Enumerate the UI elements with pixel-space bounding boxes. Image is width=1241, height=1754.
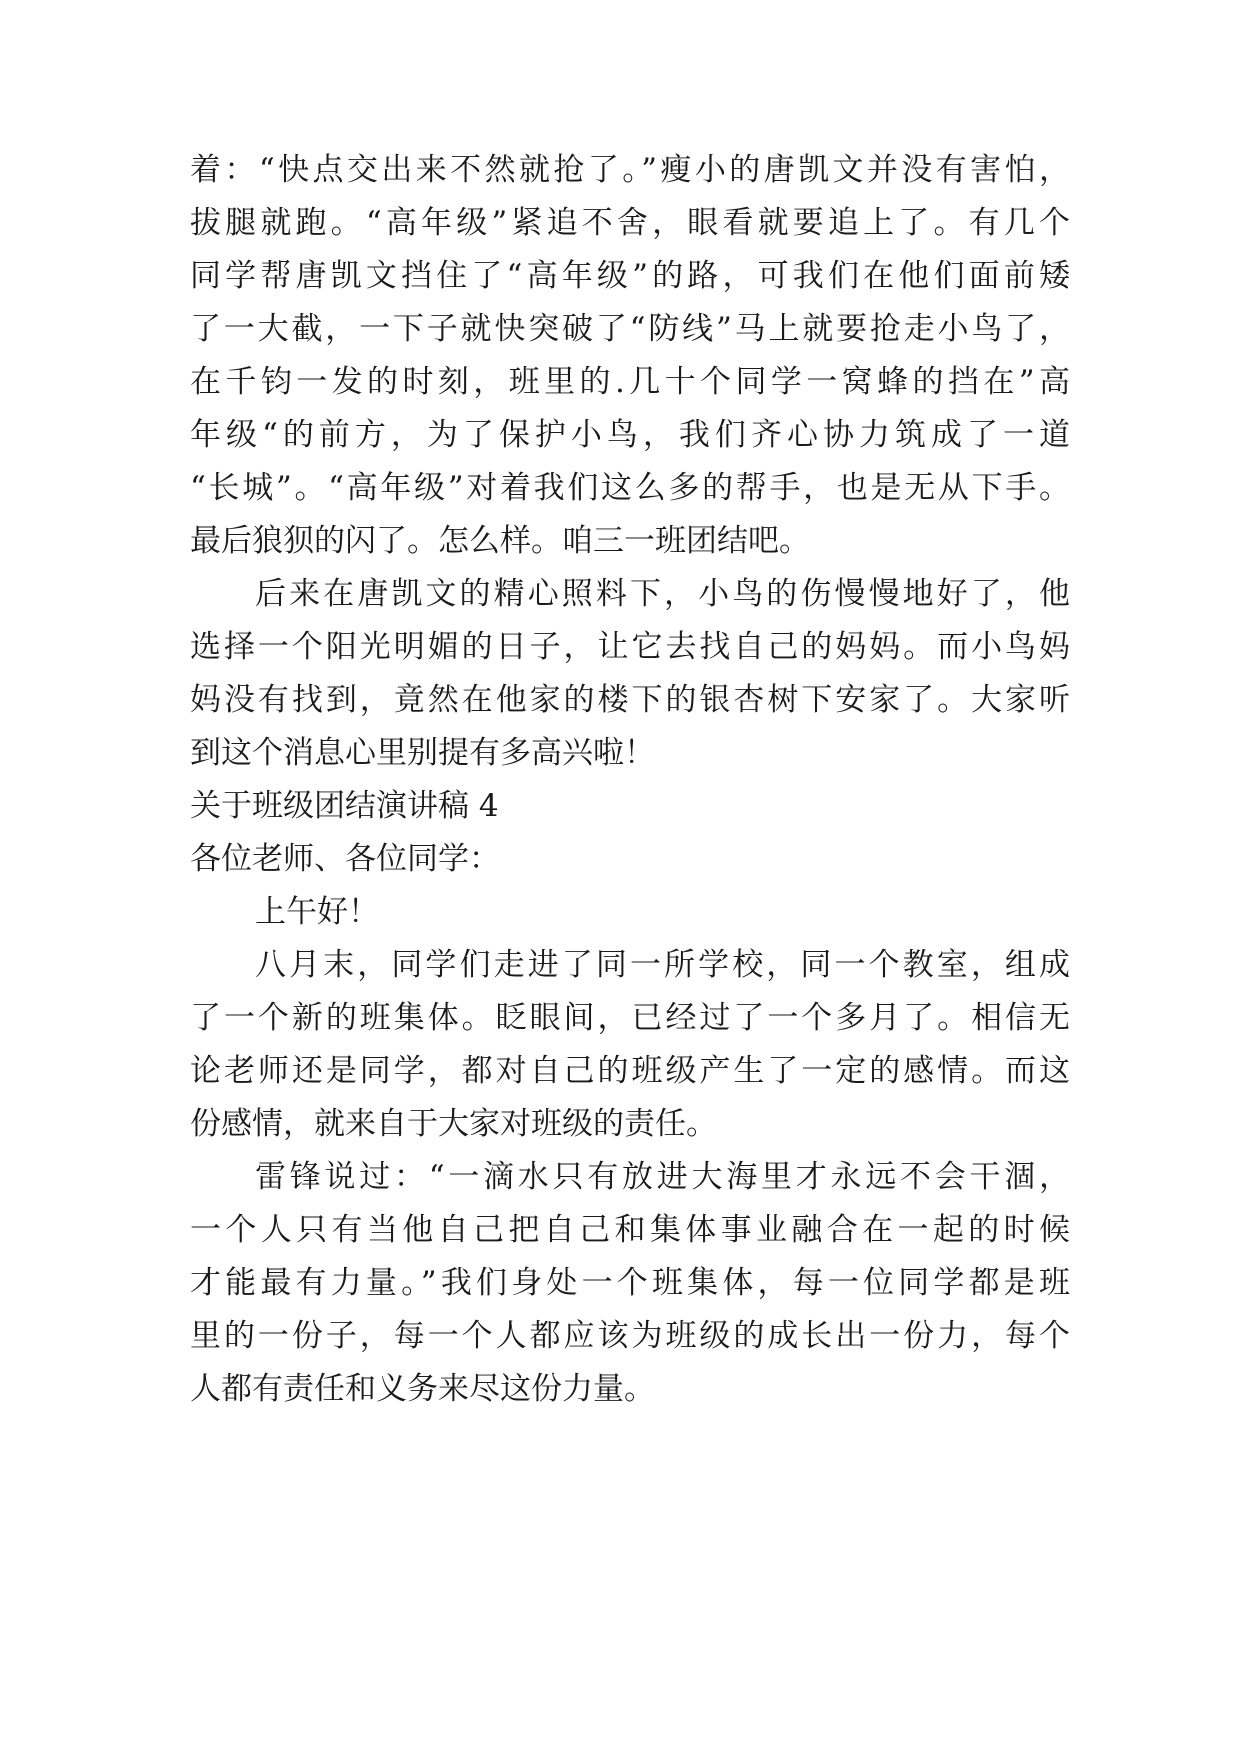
greeting: 上午好！ bbox=[255, 894, 379, 930]
paragraph-4-line-5: 人都有责任和义务来尽这份力量。 bbox=[190, 1371, 655, 1407]
paragraph-1-line-6: 年级“的前方，为了保护小鸟，我们齐心协力筑成了一道 bbox=[190, 417, 1070, 453]
paragraph-2-line-3: 妈没有找到，竟然在他家的楼下的银杏树下安家了。大家听 bbox=[190, 682, 1070, 718]
paragraph-3-line-2: 了一个新的班集体。眨眼间，已经过了一个多月了。相信无 bbox=[190, 1000, 1070, 1036]
paragraph-2-line-4: 到这个消息心里别提有多高兴啦！ bbox=[190, 735, 655, 771]
paragraph-3-line-3: 论老师还是同学，都对自己的班级产生了一定的感情。而这 bbox=[190, 1053, 1070, 1089]
paragraph-1-line-4: 了一大截，一下子就快突破了“防线”马上就要抢走小鸟了， bbox=[190, 311, 1070, 347]
paragraph-2-line-2: 选择一个阳光明媚的日子，让它去找自己的妈妈。而小鸟妈 bbox=[190, 629, 1070, 665]
paragraph-1-line-1: 着：“快点交出来不然就抢了。”瘦小的唐凯文并没有害怕， bbox=[190, 152, 1070, 188]
paragraph-1-line-5: 在千钧一发的时刻，班里的.几十个同学一窝蜂的挡在”高 bbox=[190, 364, 1070, 400]
paragraph-4-line-1: 雷锋说过：“一滴水只有放进大海里才永远不会干涸， bbox=[255, 1159, 1070, 1195]
salutation: 各位老师、各位同学： bbox=[190, 841, 500, 877]
paragraph-3-line-4: 份感情，就来自于大家对班级的责任。 bbox=[190, 1106, 717, 1142]
paragraph-4-line-3: 才能最有力量。”我们身处一个班集体，每一位同学都是班 bbox=[190, 1265, 1070, 1301]
paragraph-4-line-2: 一个人只有当他自己把自己和集体事业融合在一起的时候 bbox=[190, 1212, 1070, 1248]
paragraph-4-line-4: 里的一份子，每一个人都应该为班级的成长出一份力，每个 bbox=[190, 1318, 1070, 1354]
paragraph-1-line-3: 同学帮唐凯文挡住了“高年级”的路，可我们在他们面前矮 bbox=[190, 258, 1070, 294]
paragraph-1-line-7: “长城”。“高年级”对着我们这么多的帮手，也是无从下手。 bbox=[190, 470, 1070, 506]
section-heading: 关于班级团结演讲稿 4 bbox=[190, 788, 499, 824]
paragraph-1-line-2: 拔腿就跑。“高年级”紧追不舍，眼看就要追上了。有几个 bbox=[190, 205, 1070, 241]
paragraph-1-line-8: 最后狼狈的闪了。怎么样。咱三一班团结吧。 bbox=[190, 523, 810, 559]
paragraph-3-line-1: 八月末，同学们走进了同一所学校，同一个教室，组成 bbox=[255, 947, 1070, 983]
paragraph-2-line-1: 后来在唐凯文的精心照料下，小鸟的伤慢慢地好了，他 bbox=[255, 576, 1070, 612]
